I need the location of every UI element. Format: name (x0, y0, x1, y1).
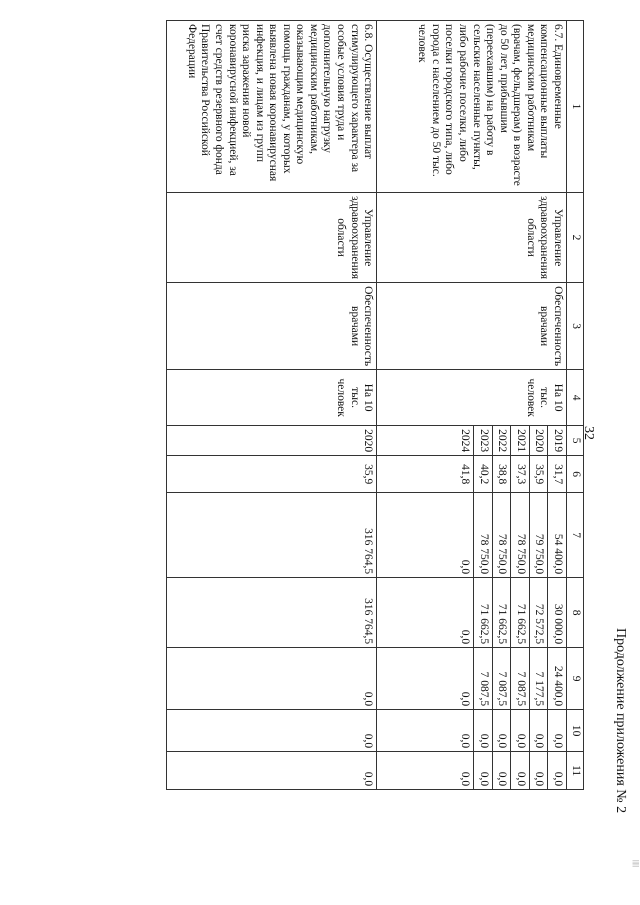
page-number: 32 (581, 426, 596, 440)
total-cell: 78 750,0 (492, 493, 511, 578)
other-cell: 0,0 (511, 752, 530, 790)
table-row (167, 21, 377, 790)
regional-cell: 7 087,5 (492, 648, 511, 710)
value-cell: 38,8 (492, 456, 511, 493)
year-cell: 2019 (548, 426, 567, 456)
value-cell: 37,3 (511, 456, 530, 493)
year-cell: 2021 (511, 426, 530, 456)
column-number-row (567, 21, 584, 790)
year-cell: 2023 (474, 426, 493, 456)
col-header: 3 (567, 283, 584, 370)
other-cell: 0,0 (377, 752, 474, 790)
federal-cell: 30 000,0 (548, 578, 567, 648)
col-header: 8 (567, 578, 584, 648)
col-header: 10 (567, 710, 584, 752)
local-cell: 0,0 (529, 710, 548, 752)
continuation-note: Продолжение приложения № 2 (613, 628, 628, 814)
other-cell: 0,0 (167, 752, 377, 790)
local-cell: 0,0 (377, 710, 474, 752)
federal-cell: 316 764,5 (167, 578, 377, 648)
budget-table (166, 20, 584, 790)
other-cell: 0,0 (548, 752, 567, 790)
total-cell: 79 750,0 (529, 493, 548, 578)
executor: Управление здравоохранения области (377, 193, 567, 283)
col-header: 2 (567, 193, 584, 283)
regional-cell: 7 087,5 (474, 648, 493, 710)
year-cell: 2024 (377, 426, 474, 456)
scan-mark: ||||| (632, 860, 640, 868)
regional-cell: 7 087,5 (511, 648, 530, 710)
other-cell: 0,0 (529, 752, 548, 790)
federal-cell: 71 662,5 (492, 578, 511, 648)
value-cell: 31,7 (548, 456, 567, 493)
col-header: 6 (567, 456, 584, 493)
col-header: 7 (567, 493, 584, 578)
value-cell: 41,8 (377, 456, 474, 493)
total-cell: 316 764,5 (167, 493, 377, 578)
value-cell: 35,9 (167, 456, 377, 493)
federal-cell: 0,0 (377, 578, 474, 648)
indicator: Обеспеченность врачами (377, 283, 567, 370)
col-header: 9 (567, 648, 584, 710)
year-cell: 2020 (167, 426, 377, 456)
federal-cell: 71 662,5 (511, 578, 530, 648)
indicator: Обеспеченность врачами (167, 283, 377, 370)
other-cell: 0,0 (492, 752, 511, 790)
measure-name: 6.7. Единовременные компенсационные выплаты медицинским работникам (врачам, фельдшерам) в возрасте до 50 лет, прибывшим (переехавшим) на работу в сельские населенные пункты, либо рабочие поселки, либо поселки городского типа, либо города с населением до 50 тыс. человек (377, 21, 567, 193)
year-cell: 2022 (492, 426, 511, 456)
total-cell: 0,0 (377, 493, 474, 578)
col-header: 11 (567, 752, 584, 790)
regional-cell: 0,0 (377, 648, 474, 710)
total-cell: 54 400,0 (548, 493, 567, 578)
measure-name: 6.8. Осуществление выплат стимулирующего характера за особые условия труда и дополнительную нагрузку медицинским работникам, оказывающим медицинскую помощь гражданам, у которых выявлена новая коронавирусная инфекция, и лицам из групп риска заражения новой коронавирусной инфекцией, за счет средств резервного фонда Правительства Российской Федерации (167, 21, 377, 193)
other-cell: 0,0 (474, 752, 493, 790)
regional-cell: 0,0 (167, 648, 377, 710)
executor: Управление здравоохранения области (167, 193, 377, 283)
total-cell: 78 750,0 (511, 493, 530, 578)
total-cell: 78 750,0 (474, 493, 493, 578)
unit: На 10 тыс. человек (167, 370, 377, 426)
col-header: 4 (567, 370, 584, 426)
federal-cell: 71 662,5 (474, 578, 493, 648)
local-cell: 0,0 (511, 710, 530, 752)
col-header: 5 (567, 426, 584, 456)
table-row (548, 21, 567, 790)
local-cell: 0,0 (167, 710, 377, 752)
local-cell: 0,0 (474, 710, 493, 752)
col-header: 1 (567, 21, 584, 193)
year-cell: 2020 (529, 426, 548, 456)
local-cell: 0,0 (492, 710, 511, 752)
unit: На 10 тыс. человек (377, 370, 567, 426)
regional-cell: 24 400,0 (548, 648, 567, 710)
local-cell: 0,0 (548, 710, 567, 752)
value-cell: 35,9 (529, 456, 548, 493)
regional-cell: 7 177,5 (529, 648, 548, 710)
value-cell: 40,2 (474, 456, 493, 493)
federal-cell: 72 572,5 (529, 578, 548, 648)
